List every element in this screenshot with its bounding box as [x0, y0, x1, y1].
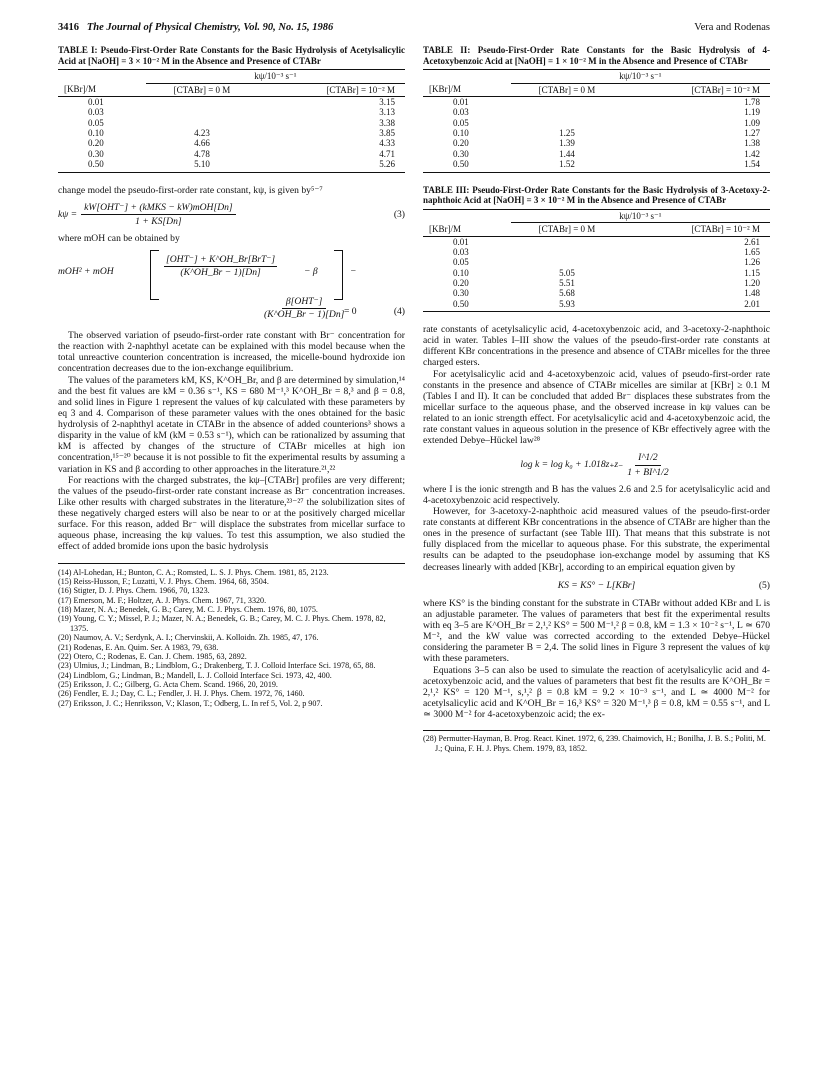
table-cell: 1.39 — [559, 138, 575, 149]
right-bracket-icon — [334, 250, 343, 300]
table-row — [58, 118, 405, 128]
table-row — [423, 118, 770, 128]
table-row — [58, 107, 405, 117]
eq3-label: (3) — [393, 208, 405, 220]
table3 — [423, 209, 770, 312]
table-cell: 1.48 — [744, 288, 760, 299]
table-cell: 3.85 — [379, 128, 395, 139]
dh-lhs: log k = log k₀ + 1.018z₊z₋ — [520, 459, 624, 471]
table1-span-header: kψ/10⁻³ s⁻¹ — [146, 70, 405, 83]
table-cell: 0.50 — [453, 298, 469, 309]
reference: (16) Stigter, D. J. Phys. Chem. 1966, 70, 1323. — [58, 586, 210, 596]
table-cell: 1.65 — [744, 246, 760, 257]
left-bracket-icon — [150, 250, 159, 300]
table-row — [423, 299, 770, 312]
table-cell — [146, 107, 259, 117]
eq5-text: KS = KS° − L[KBr] — [557, 579, 636, 591]
table2-span-header: kψ/10⁻³ s⁻¹ — [511, 70, 770, 83]
table-cell: 1.19 — [744, 107, 760, 118]
table1-col-header: [CTABr] = 0 M — [173, 84, 231, 95]
table-cell: 1.15 — [744, 267, 760, 278]
table-cell: 2.01 — [744, 298, 760, 309]
table-cell: 0.03 — [453, 246, 469, 257]
table3-caption: TABLE III: Pseudo-First-Order Rate Constants for the Basic Hydrolysis of 3-Acetoxy-2-naphthoic Acid at [NaOH] = 3 × 10⁻² M in the Absence and Presence of CTABr — [423, 184, 770, 206]
table-row — [423, 97, 770, 108]
table-cell: 3.15 — [379, 97, 395, 108]
table-cell: 1.52 — [559, 159, 575, 170]
table-row — [423, 247, 770, 257]
table-cell: 0.03 — [88, 107, 104, 118]
table-row — [58, 149, 405, 159]
table-row — [423, 159, 770, 172]
table-row — [423, 138, 770, 148]
dh-denominator: 1 + BI^1/2 — [627, 466, 669, 478]
table-row — [58, 159, 405, 172]
table2-col-header: [KBr]/M — [429, 84, 461, 95]
reference: (19) Young, C. Y.; Missel, P. J.; Mazer, N. A.; Benedek, G. B.; Carey, M. C. J. Phys. Chem. 1978, 82, 1375. — [58, 614, 386, 633]
table-cell: 0.05 — [453, 257, 469, 268]
table3-span-header: kψ/10⁻³ s⁻¹ — [511, 209, 770, 222]
reference: (18) Mazer, N. A.; Benedek, G. B.; Carey, M. C. J. Phys. Chem. 1976, 80, 1075. — [58, 605, 318, 614]
table-cell: 5.93 — [559, 298, 575, 309]
table1 — [58, 69, 405, 172]
table-cell — [511, 118, 624, 128]
table-cell: 4.66 — [194, 138, 210, 149]
table2-caption: TABLE II: Pseudo-First-Order Rate Constants for the Basic Hydrolysis of 4-Acetoxybenzoic Acid at [NaOH] = 1 × 10⁻² M in the Absence and Presence of CTABr — [423, 45, 770, 66]
journal-title: The Journal of Physical Chemistry, Vol. 90, No. 15, 1986 — [86, 22, 334, 33]
table-cell: 0.20 — [453, 277, 469, 288]
table-cell: 0.50 — [453, 159, 469, 170]
table-cell: 0.01 — [88, 97, 104, 108]
table-row — [423, 236, 770, 247]
authors: Vera and Rodenas — [694, 22, 770, 33]
table3-col-header: [CTABr] = 10⁻² M — [691, 224, 760, 235]
debye-huckel-equation — [423, 452, 770, 477]
reference: (21) Rodenas, E. An. Quim. Ser. A 1983, 79, 638. — [58, 642, 219, 652]
reference: (17) Emerson, M. F.; Holtzer, A. J. Phys. Chem. 1967, 71, 3320. — [58, 595, 267, 605]
body-paragraph: The values of the parameters kM, KS, K^OH_Br, and β are determined by simulation,¹⁴ and the best fit values are kM = 0.36 s⁻¹, KS = 680 M⁻¹,³ K^OH_Br = 8,³ and β = 0.8, and solid lines in Figure 1 represent the values of kψ calculated with these parameters by eq 3 and 4. Comparison of these parameter values with the ones obtained for the basic hydrolysis of 2-naphthyl acetate in CTABr in the absence of added counterions³ shows a disparity in the value of kM (kM = 0.53 s⁻¹), which can be rationalized by assuming that kM is affected by changes of the structure of CTABr micelles at high ion concentration,¹⁵⁻²⁰ because it is not possible to fit the experimental results by assuming a variation in KS and β according to other approaches in the literature.²¹,²² — [58, 374, 405, 475]
eq4-lhs: mOH² + mOH — [58, 266, 114, 277]
eq4-beta: − β — [304, 266, 318, 277]
body-paragraph: However, for 3-acetoxy-2-naphthoic acid measured values of the pseudo-first-order rate constants at different KBr concentrations in the absence of CTABr are higher than the ones in the presence of surfactant (see Table III). That means that this substrate is not fully displaced from the micellar to aqueous phase. For this substrate, the experimental results can be adapted to the pseudophase ion-exchange model by assuming that KS decreases linearly with added [KBr], according to an empirical equation given by — [423, 505, 770, 573]
table-cell: 1.42 — [744, 148, 760, 159]
table-cell — [511, 97, 624, 108]
table-cell: 3.13 — [379, 107, 395, 118]
table3-col-header: [CTABr] = 0 M — [538, 224, 596, 235]
dh-numerator: I^1/2 — [635, 452, 661, 465]
table-cell: 1.25 — [559, 128, 575, 139]
reference: (27) Eriksson, J. C.; Henriksson, V.; Klason, T.; Odberg, L. In ref 5, Vol. 2, p 907. — [58, 698, 323, 708]
table-cell — [146, 118, 259, 128]
table-cell: 4.23 — [194, 128, 210, 139]
equation-4 — [58, 250, 405, 322]
equation-3 — [58, 202, 405, 227]
reference: (14) Al-Lohedan, H.; Bunton, C. A.; Romsted, L. S. J. Phys. Chem. 1981, 85, 2123. — [58, 567, 329, 577]
table-cell: 1.27 — [744, 128, 760, 139]
table3-col-header: [KBr]/M — [429, 223, 461, 234]
table-cell: 5.51 — [559, 277, 575, 288]
table-cell: 1.26 — [744, 257, 760, 268]
table-row — [58, 128, 405, 138]
page-number: 3416 — [58, 22, 79, 33]
references — [58, 563, 405, 709]
table-cell: 0.30 — [88, 148, 104, 159]
table-cell: 4.71 — [379, 148, 395, 159]
table-row — [423, 107, 770, 117]
table-cell: 0.10 — [88, 128, 104, 139]
table-cell: 5.68 — [559, 288, 575, 299]
table-cell: 5.10 — [194, 159, 210, 170]
table1-col-header: [CTABr] = 10⁻² M — [326, 84, 395, 95]
eq4-frac2-den: (K^OH_Br − 1)[Dn] — [264, 309, 345, 321]
table-cell — [511, 236, 624, 247]
table-cell: 0.01 — [453, 97, 469, 108]
table-row — [423, 288, 770, 298]
table1-col-header: [KBr]/M — [64, 84, 96, 95]
reference: (25) Eriksson, J. C.; Gilberg, G. Acta Chem. Scand. 1966, 20, 2019. — [58, 680, 278, 689]
table-cell: 4.33 — [379, 138, 395, 149]
table-row — [423, 268, 770, 278]
table1-caption: TABLE I: Pseudo-First-Order Rate Constants for the Basic Hydrolysis of Acetylsalicylic Acid at [NaOH] = 3 × 10⁻² M in the Absence and Presence of CTABr — [58, 45, 405, 66]
eq3-lhs: kψ = — [58, 208, 78, 220]
table-row — [423, 149, 770, 159]
table-cell: 0.30 — [453, 288, 469, 299]
eq3-denominator: 1 + KS[Dn] — [135, 215, 182, 227]
eq4-label: (4) — [393, 306, 405, 317]
table-cell: 1.54 — [744, 159, 760, 170]
body-paragraph: The observed variation of pseudo-first-order rate constant with Br⁻ concentration for the reaction with 2-naphthyl acetate can be explained with this model because when the total unreactive counterion concentration is increased, the micelle-bound hydroxide ion concentration decreases due to the ion-exchange equilibrium. — [58, 330, 405, 375]
table-cell: 5.05 — [559, 267, 575, 278]
table-cell: 1.09 — [744, 117, 760, 128]
table-cell — [511, 107, 624, 117]
equation-5 — [423, 580, 770, 591]
reference: (24) Lindblom, G.; Lindman, B.; Mandell, L. J. Colloid Interface Sci. 1973, 42, 400. — [58, 670, 332, 680]
reference: (20) Naumov, A. V.; Serdynk, A. I.; Chervinskii, A. Kolloidn. Zh. 1985, 47, 176. — [58, 633, 319, 643]
eq4-frac1-num: [OHT⁻] + K^OH_Br[BrT⁻] — [164, 254, 277, 267]
table-cell — [511, 257, 624, 267]
table-cell: 0.03 — [453, 107, 469, 118]
body-paragraph: For reactions with the charged substrates, the kψ–[CTABr] profiles are very different; the values of the pseudo-first-order rate constant increase as Br⁻ concentration increases. Like other results with charged substrates in the literature,²³⁻²⁷ the solubilization sites of these negatively charged esters will also be near to or at the positively charged micellar surface. For this reason, added Br⁻ will displace the substrates from micellar surface to aqueous phase, increasing the kψ values. To test this assumption, we also studied the effect of added bromide ions upon the basic hydrolysis — [58, 474, 405, 553]
eq5-label: (5) — [758, 579, 770, 591]
table-cell: 1.78 — [744, 97, 760, 108]
table-cell: 1.38 — [744, 138, 760, 149]
table-cell: 0.10 — [453, 128, 469, 139]
body-paragraph: where KS° is the binding constant for the substrate in CTABr without added KBr and L is an adjustable parameter. The values of parameters that best fit the experimental results with eq 3–5 are K^OH_Br = 2,¹,² KS° = 500 M⁻¹,² β = 0.8, kM = 1.3 × 10⁻² s⁻¹, L ≃ 670 M⁻², and the kW value was corrected according to the extended Debye–Hückel considering the parameter B = 2,4. The solid lines in Figure 3 represent the values of kψ with these parameters. — [423, 597, 770, 665]
table-cell: 1.20 — [744, 277, 760, 288]
table-cell: 4.78 — [194, 148, 210, 159]
reference: (22) Otero, C.; Rodenas, E. Can. J. Chem. 1985, 63, 2892. — [58, 651, 247, 661]
table2-col-header: [CTABr] = 0 M — [538, 84, 596, 95]
table2-col-header: [CTABr] = 10⁻² M — [691, 84, 760, 95]
eq4-frac2-num: β[OHT⁻] — [282, 296, 327, 309]
eq4-minus: − — [350, 266, 357, 277]
table-row — [58, 138, 405, 148]
table-cell — [511, 247, 624, 257]
table-cell: 5.26 — [379, 159, 395, 170]
table-cell: 1.44 — [559, 148, 575, 159]
body-paragraph: where I is the ionic strength and B has the values 2.6 and 2.5 for acetylsalicylic acid and 4-acetoxybenzoic acid respectively. — [423, 483, 770, 506]
table-cell: 0.01 — [453, 236, 469, 247]
table-cell: 0.30 — [453, 148, 469, 159]
eq3-numerator: kW[OHT⁻] + (kMKS − kW)mOH[Dn] — [81, 202, 236, 215]
table-cell: 0.20 — [453, 138, 469, 149]
left-column — [58, 45, 405, 753]
table-row — [423, 257, 770, 267]
table-cell: 0.50 — [88, 159, 104, 170]
table2 — [423, 69, 770, 172]
table-cell: 3.38 — [379, 117, 395, 128]
right-column — [423, 45, 770, 753]
body-paragraph: For acetylsalicylic acid and 4-acetoxybenzoic acid, values of pseudo-first-order rate constants in the presence and absence of CTABr micelles are similar at [KBr] ≥ 0.1 M (Tables I and II). It can be concluded that added Br⁻ displaces these substrates from the micellar surface to the aqueous phase, and the observed increase in kψ values can be related to an ionic strength effect. For acetylsalicylic acid and 4-acetoxybenzoic acid, the rate constant values in aqueous solution in the presence of KBr effectively agree with the extended Debye–Hückel law²⁸ — [423, 368, 770, 447]
table-cell: 2.61 — [744, 236, 760, 247]
journal-page — [58, 22, 770, 753]
intro-text: change model the pseudo-first-order rate constant, kψ, is given by⁵⁻⁷ — [58, 184, 323, 196]
table-cell: 0.20 — [88, 138, 104, 149]
table-row — [423, 278, 770, 288]
eq4-frac1-den: (K^OH_Br − 1)[Dn] — [180, 267, 261, 279]
reference: (15) Reiss-Husson, F.; Luzatti, V. J. Phys. Chem. 1964, 68, 3504. — [58, 576, 269, 586]
table-cell: 0.05 — [88, 117, 104, 128]
table-row — [58, 97, 405, 108]
reference: (23) Ulmius, J.; Lindman, B.; Lindblom, G.; Drakenberg, T. J. Colloid Interface Sci. 1978, 65, 88. — [58, 661, 376, 671]
table-row — [423, 128, 770, 138]
table-cell — [146, 97, 259, 108]
body-paragraph: Equations 3–5 can also be used to simulate the reaction of acetylsalicylic acid and 4-acetoxybenzoic acid, and the values of parameters that best fit the results are K^OH_Br = 2,¹,² KS° = 120 M⁻¹, s,¹,² β = 0.8 kM = 9.2 × 10⁻³ s⁻¹, and L ≃ 4000 M⁻² for acetylsalicylic acid and K^OH_Br = 16,³ KS° = 320 M⁻¹,³ β = 0.8, kM = 0.55 s⁻¹, and L ≃ 3000 M⁻² for 4-acetoxybenzoic acid; the ex- — [423, 664, 770, 720]
reference: (26) Fendler, E. J.; Day, C. L.; Fendler, J. H. J. Phys. Chem. 1972, 76, 1460. — [58, 689, 305, 699]
where-text: where mOH can be obtained by — [58, 232, 180, 244]
body-paragraph: rate constants of acetylsalicylic acid, 4-acetoxybenzoic acid, and 3-acetoxy-2-naphthoic acid in water. Tables I–III show the values of the pseudo-first-order rate constants at different KBr concentrations in the presence and absence of CTABr micelles for the three charged esters. — [423, 324, 770, 369]
table-cell: 0.05 — [453, 117, 469, 128]
table-cell: 0.10 — [453, 267, 469, 278]
footnote-reference: (28) Permutter-Hayman, B. Prog. React. Kinet. 1972, 6, 239. Chaimovich, H.; Bonilha, J. B. S.; Politi, M. J.; Quina, F. H. J. Phys. Chem. 1979, 83, 1852. — [423, 730, 770, 753]
eq4-eqzero: = 0 — [344, 306, 357, 317]
running-head — [58, 22, 770, 33]
